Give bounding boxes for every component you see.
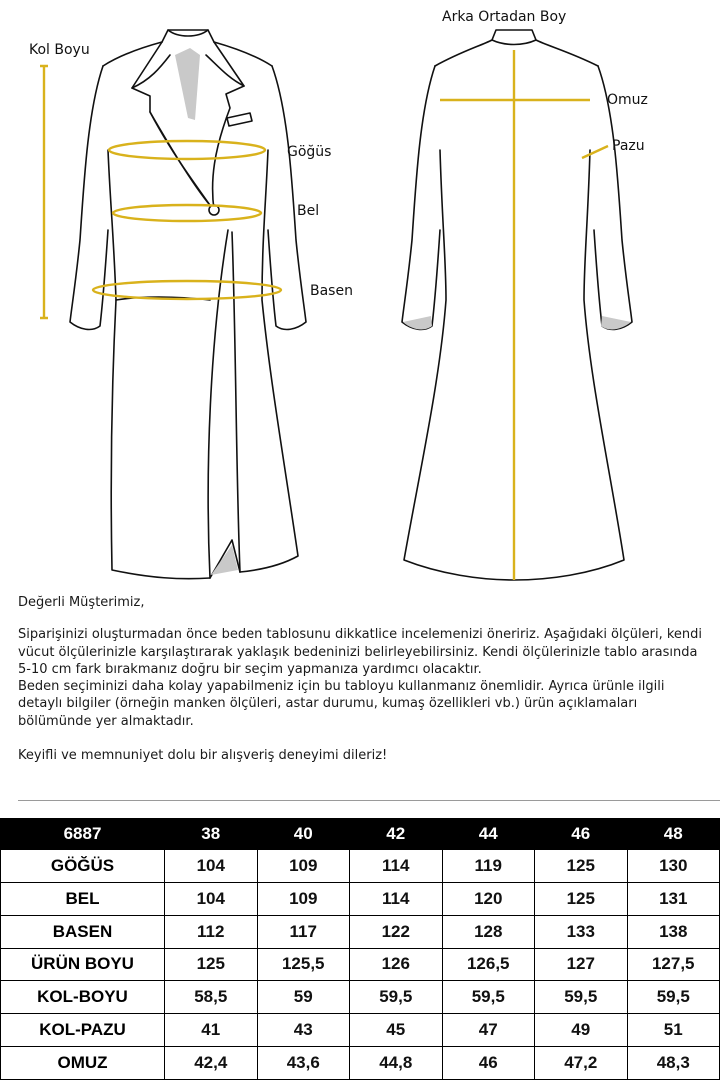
- table-cell: 117: [257, 915, 350, 948]
- table-cell: 104: [165, 850, 258, 883]
- size-header: 48: [627, 819, 720, 850]
- size-header: 46: [535, 819, 628, 850]
- row-label: KOL-BOYU: [1, 981, 165, 1014]
- table-cell: 126,5: [442, 948, 535, 981]
- size-table: [0, 818, 720, 1080]
- upper-arm-guide: [582, 146, 608, 158]
- product-code-header: 6887: [1, 819, 165, 850]
- table-cell: 47,2: [535, 1047, 628, 1080]
- table-cell: 51: [627, 1014, 720, 1047]
- row-label: OMUZ: [1, 1047, 165, 1080]
- table-cell: 130: [627, 850, 720, 883]
- row-label: KOL-PAZU: [1, 1014, 165, 1047]
- label-shoulder: Omuz: [607, 92, 648, 108]
- row-label: ÜRÜN BOYU: [1, 948, 165, 981]
- table-cell: 46: [442, 1047, 535, 1080]
- table-cell: 127: [535, 948, 628, 981]
- waist-guide: [113, 205, 261, 221]
- table-row: [1, 981, 720, 1014]
- label-sleeve-length: Kol Boyu: [29, 42, 90, 58]
- table-cell: 109: [257, 882, 350, 915]
- message-paragraph-2: Beden seçiminizi daha kolay yapabilmeniz için bu tabloyu kullanmanız önemlidir. Ayrıca ürünle ilgili detaylı bilgiler (örneğin manken ölçüleri, astar durumu, kumaş özellikleri vb.) ürün açıklamaları bölümünde yer almaktadır.: [18, 679, 665, 729]
- table-cell: 59,5: [627, 981, 720, 1014]
- table-cell: 59: [257, 981, 350, 1014]
- table-cell: 47: [442, 1014, 535, 1047]
- table-row: [1, 915, 720, 948]
- row-label: GÖĞÜS: [1, 850, 165, 883]
- back-coat-outline: [402, 30, 632, 580]
- label-waist: Bel: [297, 203, 320, 219]
- size-header-row: [1, 819, 720, 850]
- size-header: 42: [350, 819, 443, 850]
- message-closing: Keyifli ve memnuniyet dolu bir alışveriş deneyimi dileriz!: [18, 748, 388, 764]
- table-cell: 59,5: [535, 981, 628, 1014]
- message-paragraph-1: Siparişinizi oluşturmadan önce beden tablosunu dikkatlice incelemenizi öneririz. Aşağıdaki ölçüleri, kendi vücut ölçülerinizle karşılaştırarak yaklaşık bedeninizi belirleyebilirsiniz. Kendi ölçülerinizle tablo arasında 5-10 cm fark bırakmanız doğru bir seçim yapmanıza yardımcı olacaktır.: [18, 627, 703, 677]
- table-cell: 43: [257, 1014, 350, 1047]
- table-cell: 128: [442, 915, 535, 948]
- row-label: BEL: [1, 882, 165, 915]
- table-cell: 41: [165, 1014, 258, 1047]
- label-upper-arm: Pazu: [612, 138, 645, 154]
- table-cell: 122: [350, 915, 443, 948]
- table-cell: 59,5: [442, 981, 535, 1014]
- chest-guide: [109, 141, 265, 159]
- table-cell: 119: [442, 850, 535, 883]
- table-cell: 131: [627, 882, 720, 915]
- table-cell: 45: [350, 1014, 443, 1047]
- table-row: [1, 850, 720, 883]
- table-cell: 112: [165, 915, 258, 948]
- size-header: 44: [442, 819, 535, 850]
- table-cell: 126: [350, 948, 443, 981]
- table-cell: 104: [165, 882, 258, 915]
- size-header: 38: [165, 819, 258, 850]
- table-cell: 58,5: [165, 981, 258, 1014]
- label-chest: Göğüs: [287, 144, 332, 160]
- hip-guide: [93, 281, 281, 299]
- table-cell: 44,8: [350, 1047, 443, 1080]
- table-cell: 59,5: [350, 981, 443, 1014]
- table-cell: 49: [535, 1014, 628, 1047]
- customer-message: [18, 594, 708, 764]
- table-cell: 127,5: [627, 948, 720, 981]
- table-cell: 109: [257, 850, 350, 883]
- label-center-back-length: Arka Ortadan Boy: [442, 9, 567, 25]
- table-cell: 43,6: [257, 1047, 350, 1080]
- table-cell: 125: [535, 850, 628, 883]
- table-cell: 125: [535, 882, 628, 915]
- row-label: BASEN: [1, 915, 165, 948]
- size-header: 40: [257, 819, 350, 850]
- table-cell: 48,3: [627, 1047, 720, 1080]
- table-cell: 42,4: [165, 1047, 258, 1080]
- table-row: [1, 882, 720, 915]
- table-cell: 120: [442, 882, 535, 915]
- table-cell: 138: [627, 915, 720, 948]
- table-row: [1, 948, 720, 981]
- table-cell: 114: [350, 850, 443, 883]
- sleeve-length-guide: [40, 66, 48, 318]
- label-hip: Basen: [310, 283, 353, 299]
- table-cell: 133: [535, 915, 628, 948]
- message-greeting: Değerli Müşterimiz,: [18, 595, 145, 610]
- table-cell: 114: [350, 882, 443, 915]
- table-cell: 125,5: [257, 948, 350, 981]
- table-cell: 125: [165, 948, 258, 981]
- table-row: [1, 1014, 720, 1047]
- table-row: [1, 1047, 720, 1080]
- divider: [18, 800, 720, 801]
